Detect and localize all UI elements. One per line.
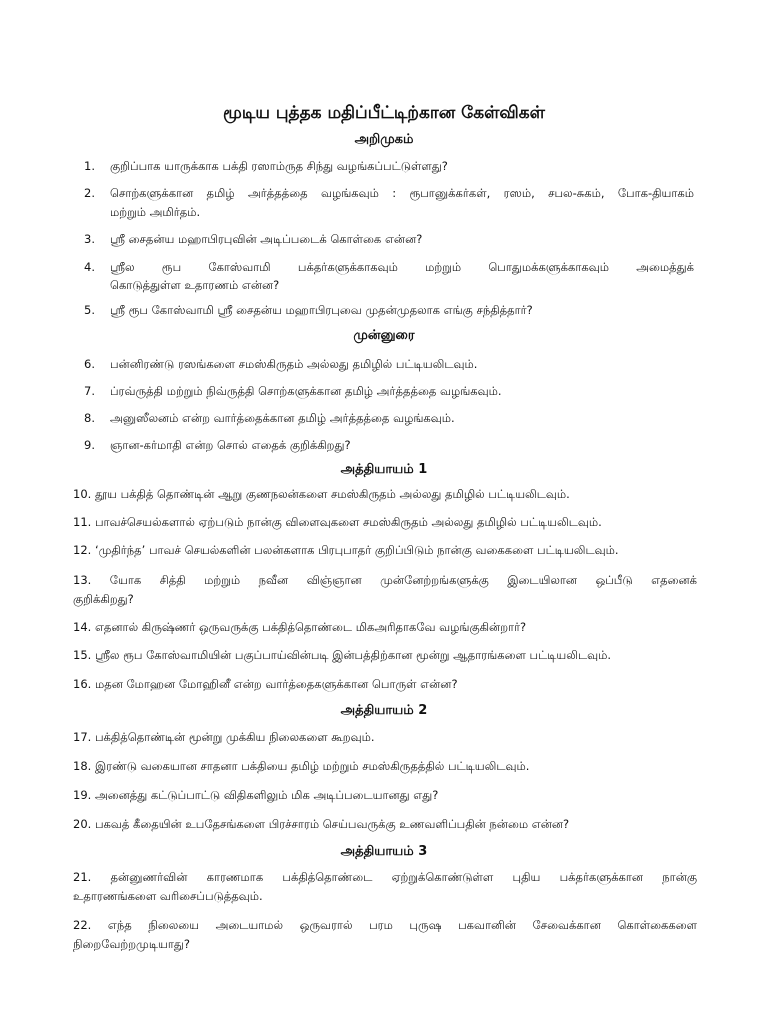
question-text-continued: குறிக்கிறது?	[73, 592, 134, 606]
question-text: ஸ்ரீல ரூப கோஸ்வாமி பக்தர்களுக்காகவும் மற்றும் பொதுமக்களுக்காகவும் அமைத்துக்	[110, 260, 694, 274]
question-number: 4.	[84, 260, 95, 274]
question-text: 18. இரண்டு வகையான சாதனா பக்தியை தமிழ் மற்றும் சமஸ்கிருதத்தில் பட்டியலிடவும்.	[73, 759, 530, 773]
question-text: 14. எதனால் கிருஷ்ணர் ஒருவருக்கு பக்தித்தொண்டை மிகஅரிதாகவே வழங்குகின்றார்?	[73, 620, 527, 634]
section-heading-introduction: அறிமுகம்	[354, 132, 414, 147]
question-text: 19. அனைத்து கட்டுப்பாட்டு விதிகளிலும் மிக அடிப்படையானது எது?	[73, 788, 439, 802]
question-number: 7.	[84, 384, 95, 398]
question-text: 16. மதன மோஹன மோஹினீ என்ற வார்த்தைகளுக்கான பொருள் என்ன?	[73, 677, 458, 691]
question-text: அனுஸீலனம் என்ற வார்த்தைக்கான தமிழ் அர்த்தத்தை வழங்கவும்.	[110, 411, 455, 425]
question-text: 20. பகவத் கீதையின் உபதேசங்களை பிரச்சாரம் செய்பவருக்கு உணவளிப்பதின் நன்மை என்ன?	[73, 817, 570, 831]
section-heading-chapter-3: அத்தியாயம் 3	[340, 844, 428, 859]
question-text-continued: கொடுத்துள்ள உதாரணம் என்ன?	[110, 278, 280, 292]
question-text-continued: மற்றும் அமிர்தம்.	[110, 205, 201, 219]
section-heading-preface: முன்னுரை	[353, 328, 415, 343]
question-number: 6.	[84, 357, 95, 371]
question-number: 9.	[84, 438, 95, 452]
question-number: 1.	[84, 159, 95, 173]
question-number: 8.	[84, 411, 95, 425]
question-text: ஸ்ரீ சைதன்ய மஹாபிரபுவின் அடிப்படைக் கொள்கை என்ன?	[110, 232, 423, 246]
question-text: 10. தூய பக்தித் தொண்டின் ஆறு குணநலன்களை சமஸ்கிருதம் அல்லது தமிழில் பட்டியலிடவும்.	[73, 487, 570, 501]
question-text: 11. பாவச்செயல்களால் ஏற்படும் நான்கு விளைவுகளை சமஸ்கிருதம் அல்லது தமிழில் பட்டியலிடவும்.	[73, 515, 602, 529]
question-text: 17. பக்தித்தொண்டின் மூன்று முக்கிய நிலைகளை கூறவும்.	[73, 730, 375, 744]
question-text-continued: உதாரணங்களை வரிசைப்படுத்தவும்.	[73, 889, 263, 903]
question-text: ப்ரவ்ருத்தி மற்றும் நிவ்ருத்தி சொற்களுக்கான தமிழ் அர்த்தத்தை வழங்கவும்.	[110, 384, 502, 398]
question-number: 2.	[84, 186, 95, 200]
question-text: 13. யோக சித்தி மற்றும் நவீன விஞ்ஞான முன்னேற்றங்களுக்கு இடையிலான ஒப்பீடு எதனைக்	[73, 573, 697, 587]
question-text: 15. ஸ்ரீல ரூப கோஸ்வாமியின் பகுப்பாய்வின்படி இன்பத்திற்கான மூன்று ஆதாரங்களை பட்டியலிடவும்.	[73, 648, 612, 662]
question-text: ஞான-கர்மாதி என்ற சொல் எதைக் குறிக்கிறது?	[110, 438, 351, 452]
question-text: 22. எந்த நிலையை அடையாமல் ஒருவரால் பரம புருஷ பகவானின் சேவைக்கான கொள்கைகளை	[73, 918, 697, 932]
question-text: 12. ‘முதிர்ந்த’ பாவச் செயல்களின் பலன்களாக பிரபுபாதர் குறிப்பிடும் நான்கு வகைகளை பட்டியலிடவும்.	[73, 543, 619, 557]
question-text: ஸ்ரீ ரூப கோஸ்வாமி ஸ்ரீ சைதன்ய மஹாபிரபுவை முதன்முதலாக எங்கு சந்தித்தார்?	[110, 303, 533, 317]
question-number: 5.	[84, 303, 95, 317]
question-text-continued: நிறைவேற்றமுடியாது?	[73, 937, 190, 951]
question-text: குறிப்பாக யாருக்காக பக்தி ரஸாம்ருத சிந்து வழங்கப்பட்டுள்ளது?	[110, 159, 448, 173]
section-heading-chapter-1: அத்தியாயம் 1	[340, 462, 428, 477]
section-heading-chapter-2: அத்தியாயம் 2	[340, 703, 428, 718]
question-number: 3.	[84, 232, 95, 246]
page-title: மூடிய புத்தக மதிப்பீட்டிற்கான கேள்விகள்	[223, 103, 545, 123]
question-text: சொற்களுக்கான தமிழ் அர்த்தத்தை வழங்கவும் : ரூபானுக்கர்கள், ரஸம், சபல-சுகம், போக-தியாகம்	[110, 186, 694, 200]
question-text: பன்னிரண்டு ரஸங்களை சமஸ்கிருதம் அல்லது தமிழில் பட்டியலிடவும்.	[110, 357, 478, 371]
question-text: 21. தன்னுணர்வின் காரணமாக பக்தித்தொண்டை ஏற்றுக்கொண்டுள்ள புதிய பக்தர்களுக்கான நான்கு	[73, 870, 697, 884]
